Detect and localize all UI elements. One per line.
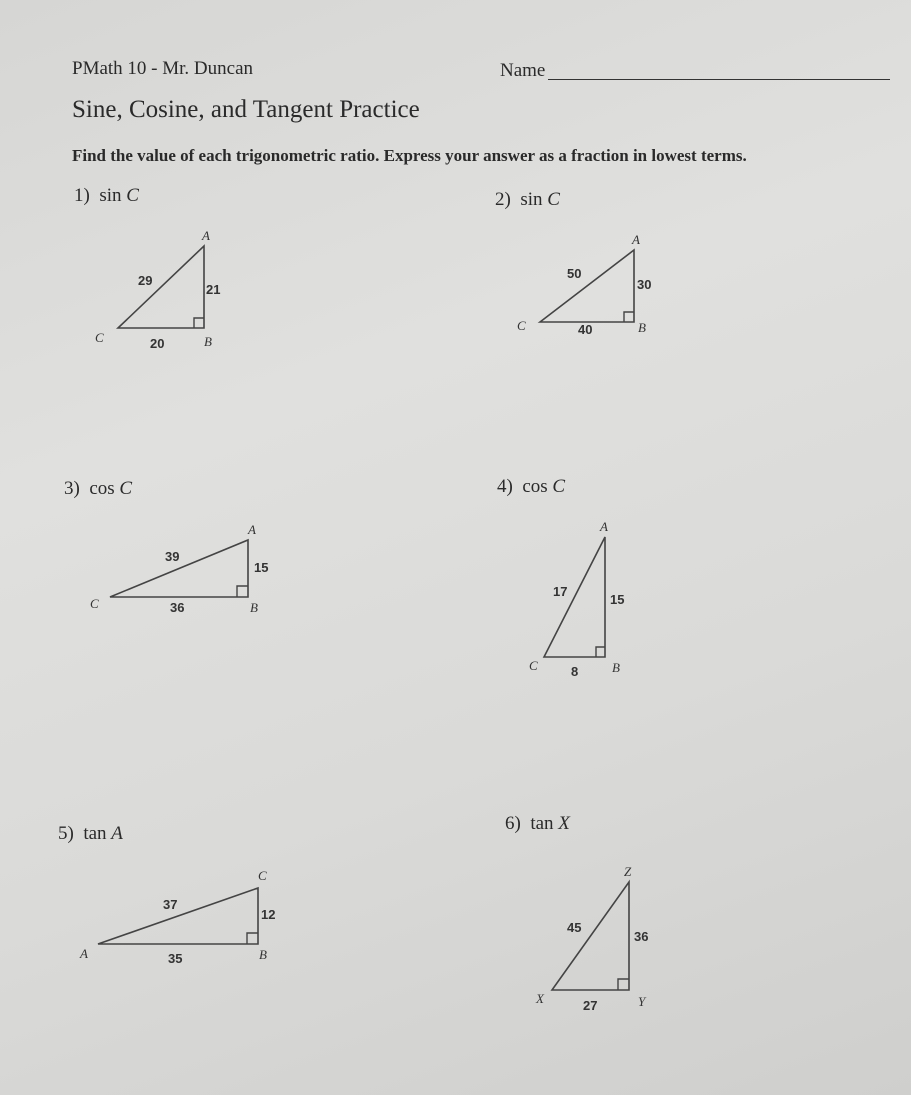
problem-4-number: 4): [497, 476, 513, 497]
triangle-6-horizontal-leg: 27: [583, 998, 598, 1013]
triangle-5-vertex-right: B: [259, 947, 267, 962]
triangle-3-vertex-right: B: [250, 600, 258, 615]
triangle-2-horizontal-leg: 40: [578, 322, 593, 337]
triangle-3-hypotenuse: 39: [165, 549, 180, 564]
problem-1-function: sin: [99, 185, 122, 206]
triangle-5-vertex-top: C: [258, 868, 267, 883]
triangle-3-vertical-leg: 15: [254, 560, 269, 575]
triangle-6-shape: [552, 882, 629, 990]
problem-4-variable: C: [552, 476, 566, 497]
triangle-1-vertical-leg: 21: [206, 282, 221, 297]
course-header: PMath 10 - Mr. Duncan: [72, 58, 254, 79]
triangle-4-vertex-left: C: [529, 658, 538, 673]
problem-5-number: 5): [58, 823, 74, 844]
triangle-1-horizontal-leg: 20: [150, 336, 165, 351]
triangle-2-vertex-right: B: [638, 320, 646, 335]
triangle-6-vertical-leg: 36: [634, 929, 649, 944]
problem-4-function: cos: [522, 476, 548, 497]
triangle-3-horizontal-leg: 36: [170, 600, 185, 615]
triangle-2-vertex-top: A: [632, 232, 640, 247]
worksheet-title: Sine, Cosine, and Tangent Practice: [72, 96, 420, 123]
triangle-1-vertex-left: C: [95, 330, 104, 345]
problem-2-function: sin: [520, 189, 543, 210]
problem-1-variable: C: [126, 185, 139, 206]
problem-2-number: 2): [495, 189, 511, 210]
problem-3-variable: C: [119, 478, 133, 499]
triangle-6-vertex-left: X: [536, 991, 544, 1006]
triangle-1-vertex-right: B: [204, 334, 212, 349]
triangle-5-horizontal-leg: 35: [168, 951, 183, 966]
problem-5-function: tan: [83, 823, 107, 844]
problem-6-function: tan: [530, 813, 554, 834]
problem-3-number: 3): [64, 478, 80, 499]
triangle-2-vertical-leg: 30: [637, 277, 652, 292]
problem-6-number: 6): [505, 813, 521, 834]
triangle-6-hypotenuse: 45: [567, 920, 582, 935]
triangle-4-vertical-leg: 15: [610, 592, 625, 607]
triangle-5-vertical-leg: 12: [261, 907, 276, 922]
triangle-4-vertex-top: A: [600, 519, 608, 534]
problem-5-variable: A: [111, 823, 123, 844]
triangle-2-hypotenuse: 50: [567, 266, 582, 281]
triangle-6-vertex-right: Y: [638, 994, 646, 1009]
triangle-3-vertex-left: C: [90, 596, 99, 611]
triangle-2-vertex-left: C: [517, 318, 526, 333]
triangle-5-hypotenuse: 37: [163, 897, 178, 912]
triangle-4-horizontal-leg: 8: [571, 664, 579, 679]
triangle-5-vertex-left: A: [80, 946, 88, 961]
problem-2-variable: C: [547, 189, 560, 210]
triangle-1-vertex-top: A: [202, 228, 210, 243]
triangle-3-vertex-top: A: [248, 522, 256, 537]
triangle-6-right-angle: [618, 979, 629, 990]
problem-3-function: cos: [89, 478, 115, 499]
triangle-1-hypotenuse: 29: [138, 273, 153, 288]
name-label: Name: [500, 60, 546, 81]
triangle-4-hypotenuse: 17: [553, 584, 568, 599]
triangle-4-vertex-right: B: [612, 660, 620, 675]
problem-1-number: 1): [74, 185, 90, 206]
problem-6-variable: X: [558, 813, 570, 834]
instructions: Find the value of each trigonometric ratio. Express your answer as a fraction in lowest terms.: [72, 146, 747, 165]
triangle-6-vertex-top: Z: [624, 864, 632, 879]
